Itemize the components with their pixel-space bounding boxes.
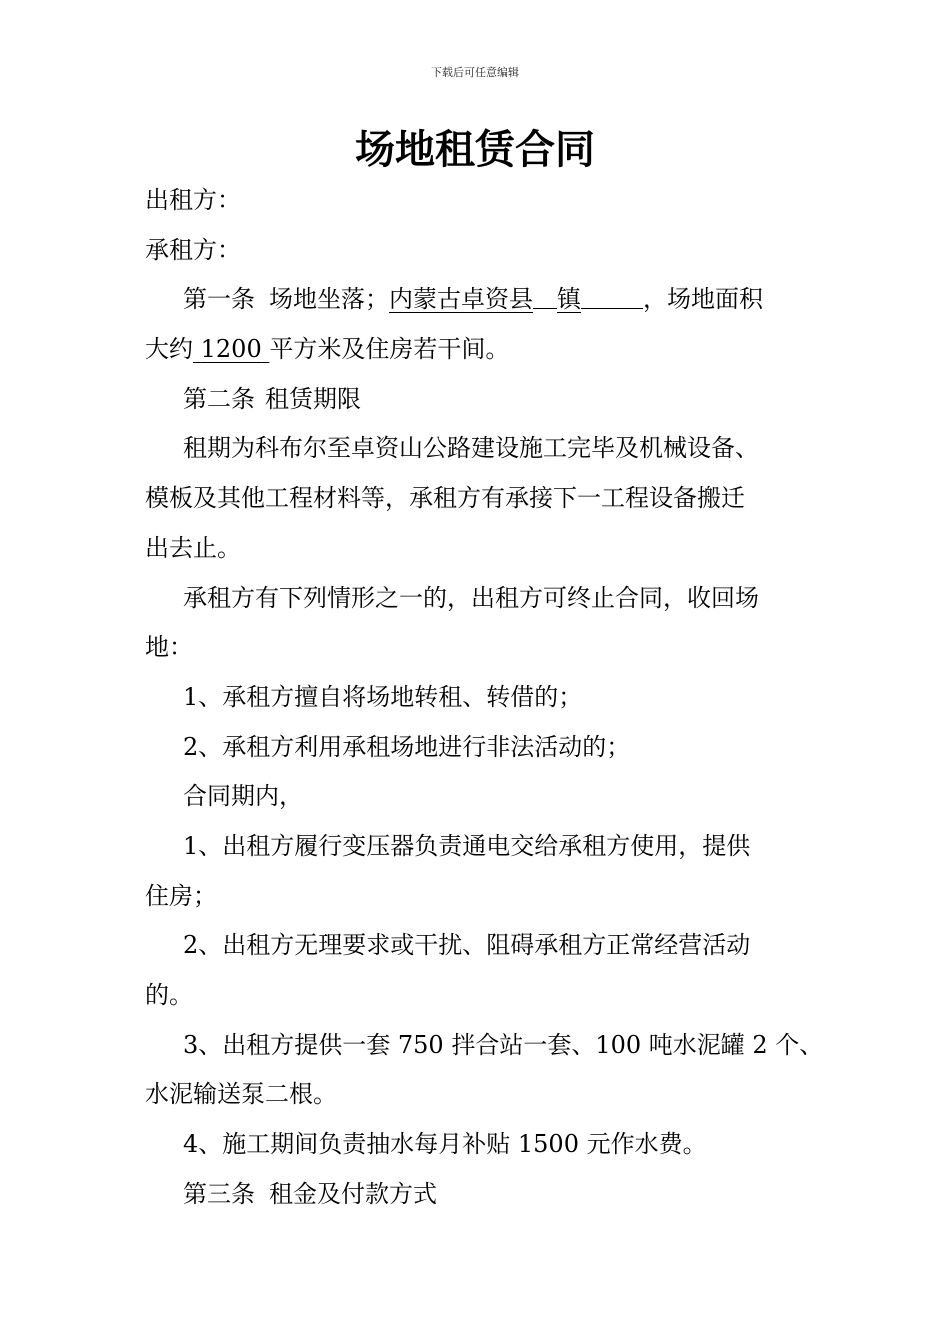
term-line: 租期为科布尔至卓资山公路建设施工完毕及机械设备、 xyxy=(183,434,759,463)
term-line: 出去止。 xyxy=(145,533,241,562)
area-suffix: 平方米及住房若干间。 xyxy=(269,335,510,364)
termination-item: 1、承租方擅自将场地转租、转借的； xyxy=(183,682,583,711)
article3-heading-line xyxy=(145,1170,825,1220)
area-label: ，场地面积 xyxy=(643,285,763,314)
location-value: 内蒙古卓资县 xyxy=(389,285,533,314)
contract-body xyxy=(145,176,825,1219)
duty-line: 4、施工期间负责抽水每月补贴 1500 元作水费。 xyxy=(183,1130,707,1159)
town-value: 镇 xyxy=(557,285,581,314)
term-line: 模板及其他工程材料等，承租方有承接下一工程设备搬迁 xyxy=(145,484,745,513)
duty-line: 1、出租方履行变压器负责通电交给承租方使用，提供 xyxy=(183,831,751,860)
termination-line: 承租方有下列情形之一的，出租方可终止合同，收回场 xyxy=(183,583,759,612)
article2-heading-line xyxy=(145,375,825,425)
article1-line xyxy=(145,275,825,325)
termination-item: 2、承租方利用承租场地进行非法活动的； xyxy=(183,732,631,761)
article3-heading: 第三条 xyxy=(183,1179,255,1208)
duty-line: 水泥输送泵二根。 xyxy=(145,1080,337,1109)
area-value: 1200 xyxy=(200,335,262,364)
article2-heading: 第二条 xyxy=(183,384,255,413)
duty-line: 3、出租方提供一套 750 拌合站一套、100 吨水泥罐 2 个、 xyxy=(183,1030,824,1059)
duty-line: 的。 xyxy=(145,981,193,1009)
duty-line: 2、出租方无理要求或干扰、阻碍承租方正常经营活动 xyxy=(183,931,751,960)
article3-title: 租金及付款方式 xyxy=(269,1179,437,1208)
lessee-line: 承租方： xyxy=(145,235,241,264)
area-prefix: 大约 xyxy=(145,335,193,364)
location-label: 场地坐落； xyxy=(269,285,389,314)
article1-heading: 第一条 xyxy=(183,285,255,314)
header-note: 下载后可任意编辑 xyxy=(431,66,519,79)
document-title: 场地租赁合同 xyxy=(355,126,595,173)
location-blank xyxy=(581,284,643,309)
location-gap xyxy=(533,284,557,309)
article2-title: 租赁期限 xyxy=(265,384,361,413)
area-line xyxy=(145,325,825,375)
during-label: 合同期内， xyxy=(183,782,303,811)
lessor-line: 出租方： xyxy=(145,186,241,214)
termination-line: 地： xyxy=(145,633,193,662)
duty-line: 住房； xyxy=(145,881,217,910)
